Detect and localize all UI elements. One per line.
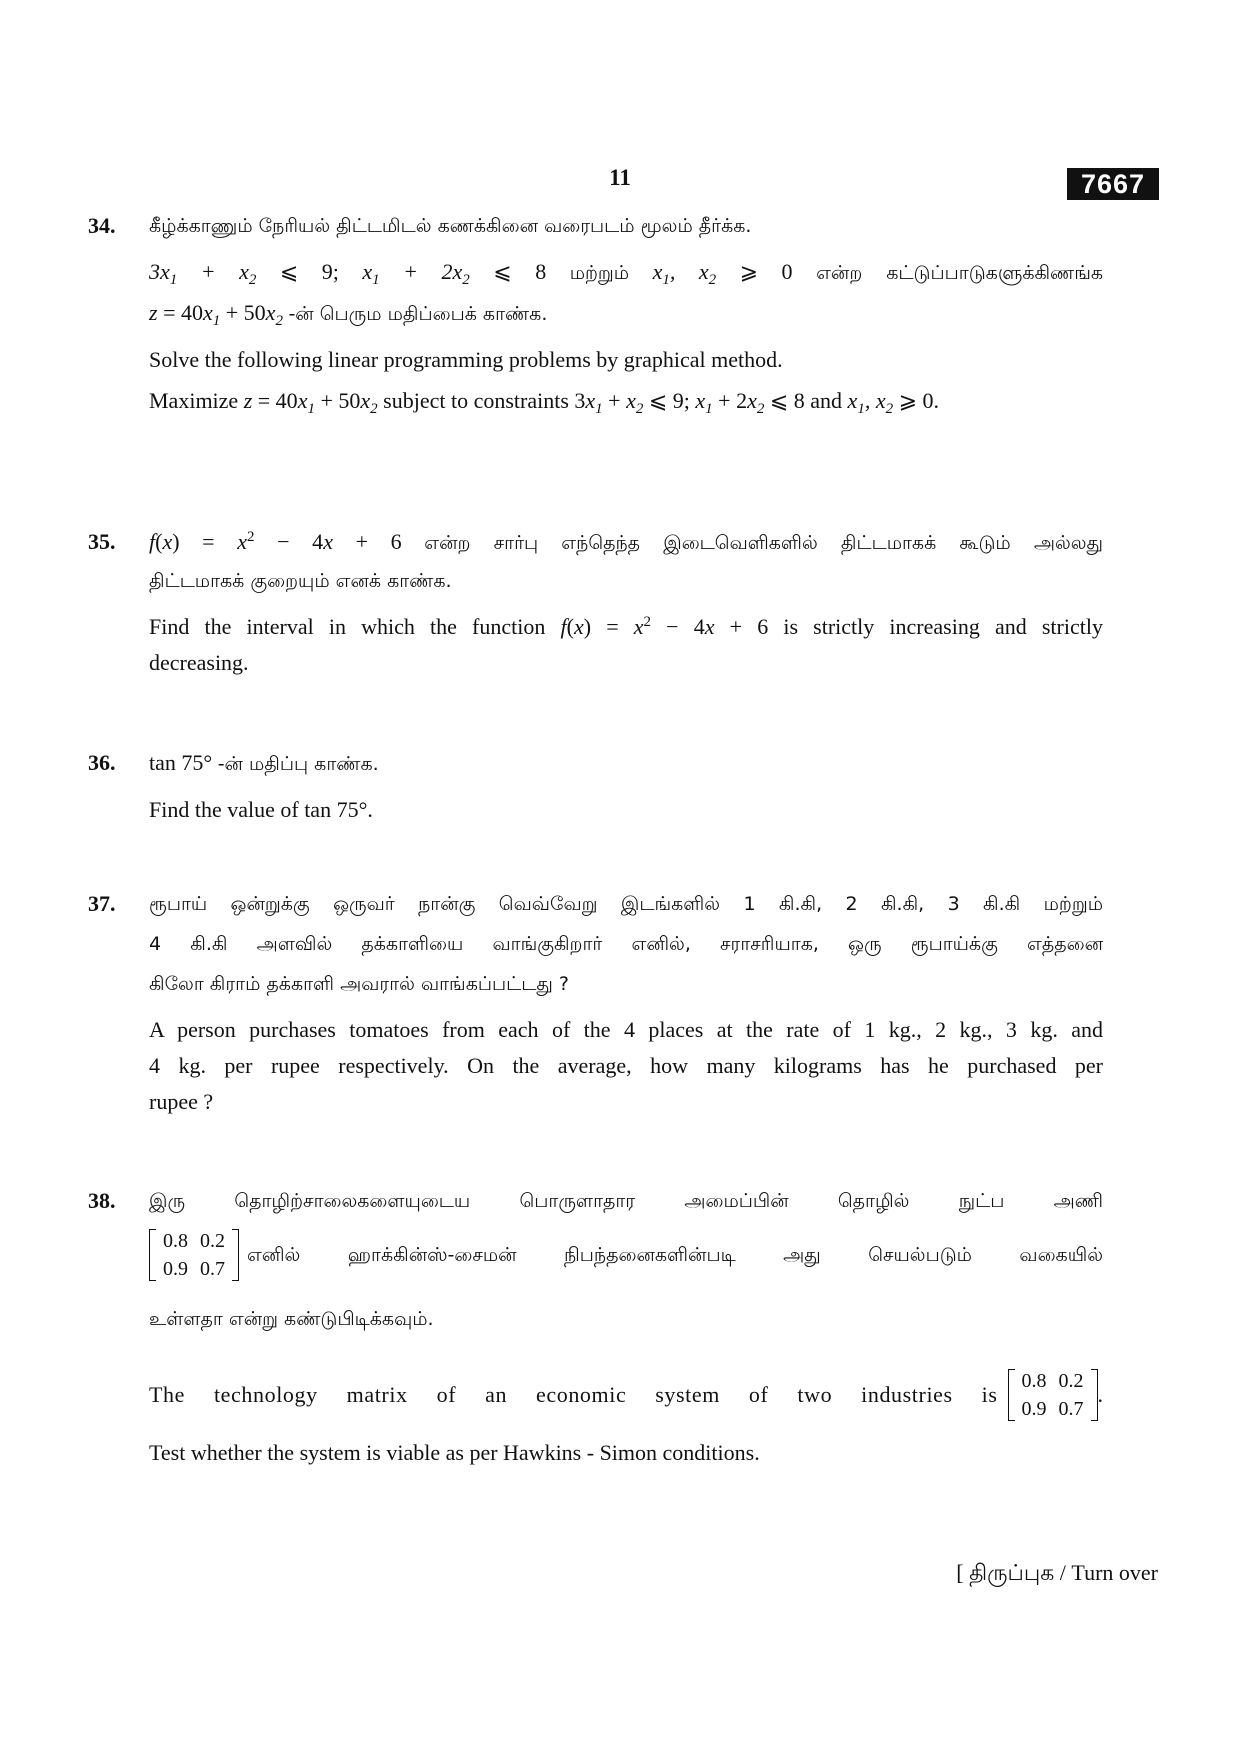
question-37-tamil-line-3: கிலோ கிராம் தக்காளி அவரால் வாங்கப்பட்டது ?	[149, 973, 569, 995]
question-34	[88, 208, 1103, 419]
paper-code-badge: 7667	[1067, 168, 1159, 200]
question-38-english-line-1: The technology matrix of an economic system of two industries is 0.8 0.2 0.9 0.7 .	[149, 1367, 1103, 1423]
question-34-tamil-line-3: $z = 40x_1 + 50x_2$ -ன் பெரும மதிப்பைக் காண்க.	[149, 300, 548, 329]
question-38-tamil-line-1: இரு தொழிற்சாலைகளையுடைய பொருளாதார அமைப்பின் தொழில் நுட்ப அணி	[149, 1190, 1103, 1212]
matrix-cell: 0.9	[163, 1258, 188, 1280]
question-37-english-line-1: A person purchases tomatoes from each of the 4 places at the rate of 1 kg., 2 kg., 3 kg. and	[149, 1017, 1103, 1042]
question-38-tamil-line-3: உள்ளதா என்று கண்டுபிடிக்கவும்.	[149, 1308, 434, 1330]
technology-matrix-english	[1008, 1367, 1098, 1423]
question-36-tamil-line-1: tan 75° -ன் மதிப்பு காண்க.	[149, 750, 379, 775]
question-34-english-line-1: Solve the following linear programming problems by graphical method.	[149, 347, 783, 372]
question-38	[88, 1183, 1103, 1471]
matrix-cell: 0.2	[200, 1230, 225, 1252]
question-35-english-line-1: Find the interval in which the function $f(x) = x^2 - 4x + 6$ is strictly increasing and strictly	[149, 614, 1103, 639]
turn-over-note: [ திருப்புக / Turn over	[956, 1560, 1158, 1585]
question-34-tamil-line-1: கீழ்க்காணும் நேரியல் திட்டமிடல் கணக்கினை வரைபடம் மூலம் தீர்க்க.	[149, 215, 752, 237]
matrix-cell: 0.7	[1058, 1398, 1084, 1420]
question-37	[88, 886, 1103, 1120]
question-37-tamil-line-1: ரூபாய் ஒன்றுக்கு ஒருவர் நான்கு வெவ்வேறு இடங்களில் 1 கி.கி, 2 கி.கி, 3 கி.கி மற்றும்	[149, 893, 1103, 915]
matrix-cell: 0.7	[200, 1258, 225, 1280]
question-35-tamil-line-1: $f(x) = x^2 - 4x + 6$ என்ற சார்பு எந்தெந்த இடைவெளிகளில் திட்டமாகக் கூடும் அல்லது	[149, 529, 1104, 554]
question-37-english-line-3: rupee ?	[149, 1089, 214, 1114]
question-number: 34.	[88, 213, 116, 238]
question-35	[88, 524, 1103, 681]
matrix-cell: 0.9	[1021, 1398, 1047, 1420]
technology-matrix	[149, 1227, 239, 1283]
question-35-tamil-line-2: திட்டமாகக் குறையும் எனக் காண்க.	[149, 570, 452, 592]
page-number: 11	[609, 165, 631, 190]
matrix-cell: 0.8	[163, 1230, 188, 1252]
question-35-english-line-2: decreasing.	[149, 650, 249, 675]
question-37-english-line-2: 4 kg. per rupee respectively. On the average, how many kilograms has he purchased per	[149, 1053, 1103, 1078]
question-36-english-line-1: Find the value of tan 75°.	[149, 797, 373, 822]
question-38-english-line-2: Test whether the system is viable as per Hawkins - Simon conditions.	[149, 1440, 760, 1465]
question-number: 35.	[88, 529, 116, 554]
question-number: 38.	[88, 1188, 116, 1213]
question-38-tamil-line-2: 0.8 0.2 0.9 0.7 எனில் ஹாக்கின்ஸ்-சைமன் நிபந்தனைகளின்படி அது செயல்படும் வகையில்	[149, 1227, 1103, 1283]
question-37-tamil-line-2: 4 கி.கி அளவில் தக்காளியை வாங்குகிறார் எனில், சராசரியாக, ஒரு ரூபாய்க்கு எத்தனை	[149, 933, 1103, 955]
question-number: 37.	[88, 891, 116, 916]
question-34-tamil-line-2: $3x_1 + x_2$ ⩽ 9; $x_1 + 2x_2$ ⩽ 8 மற்றும் $x_1$, $x_2$ ⩾ 0 என்ற கட்டுப்பாடுகளுக்கிணங்க	[149, 259, 1104, 288]
question-34-english-line-2: Maximize $z = 40x_1 + 50x_2$ subject to constraints $3x_1 + x_2$ ⩽ 9; $x_1 + 2x_2$ ⩽ 8 and $x_1$, $x_2$ ⩾ 0.	[149, 388, 940, 417]
matrix-cell: 0.2	[1058, 1370, 1084, 1392]
question-36	[88, 745, 1103, 828]
question-number: 36.	[88, 750, 116, 775]
matrix-cell: 0.8	[1021, 1370, 1047, 1392]
